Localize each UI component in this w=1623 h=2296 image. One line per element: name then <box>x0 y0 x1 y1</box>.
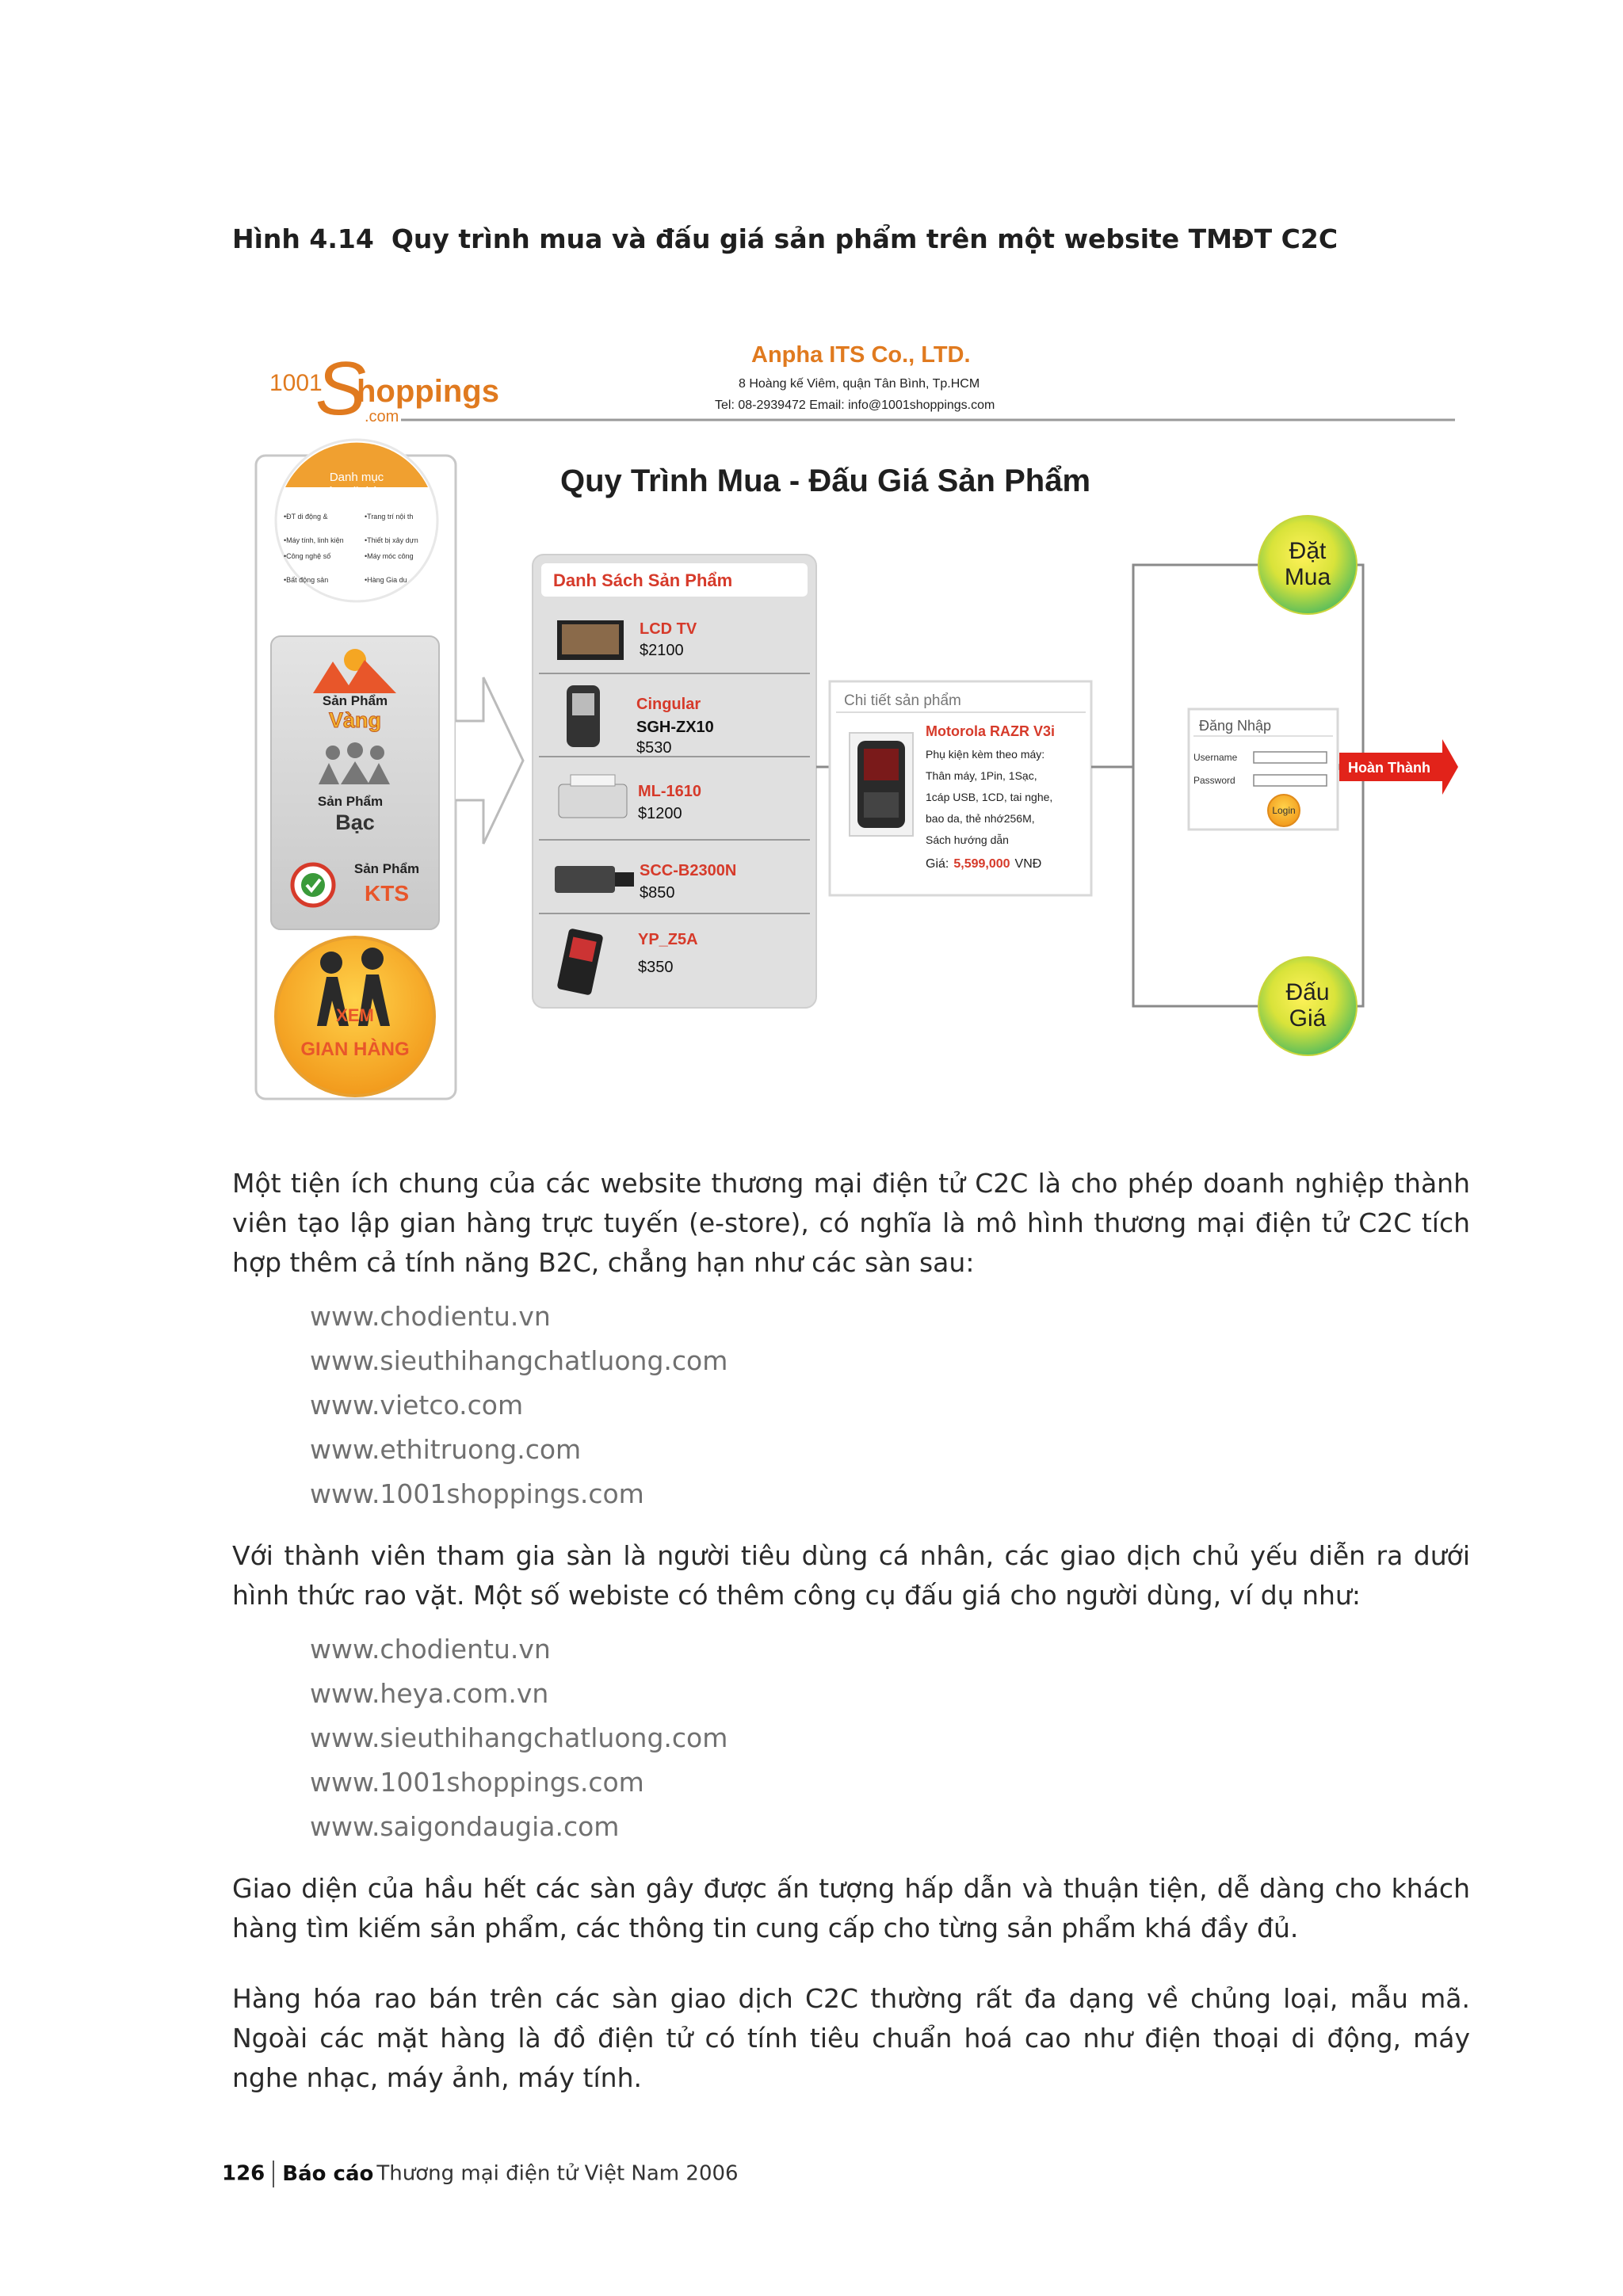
tv-icon <box>557 620 624 660</box>
password-input[interactable] <box>1254 775 1327 786</box>
site-link[interactable]: www.sieuthihangchatluong.com <box>310 1722 728 1753</box>
figure-title: Quy trình mua và đấu giá sản phẩm trên một website TMĐT C2C <box>391 223 1338 254</box>
category-item[interactable]: •Máy móc công <box>365 552 414 560</box>
site-link[interactable]: www.sieuthihangchatluong.com <box>310 1345 728 1376</box>
category-item[interactable]: •Công nghệ số <box>284 552 331 560</box>
product-price: $350 <box>638 959 674 976</box>
detail-title: Chi tiết sản phẩm <box>844 692 961 709</box>
detail-price: Giá: 5,599,000 VNĐ <box>926 857 1042 871</box>
product-list-title: Danh Sách Sản Phẩm <box>553 570 733 590</box>
kts-label-1[interactable]: Sản Phẩm <box>353 861 420 876</box>
username-input[interactable] <box>1254 752 1327 763</box>
site-link[interactable]: www.1001shoppings.com <box>310 1478 644 1509</box>
site-link[interactable]: www.heya.com.vn <box>310 1678 549 1709</box>
buy-label-1: Đặt <box>1289 538 1327 564</box>
product-model: SGH-ZX10 <box>636 719 714 736</box>
detail-line: 1cáp USB, 1CD, tai nghe, <box>926 791 1053 803</box>
footer-report-title: Thương mại điện tử Việt Nam 2006 <box>376 2161 739 2186</box>
site-link[interactable]: www.chodientu.vn <box>310 1634 551 1665</box>
detail-line: Sách hướng dẫn <box>926 833 1009 846</box>
logo-letter: S <box>315 346 367 431</box>
product-name[interactable]: YP_Z5A <box>638 931 698 948</box>
figure-number: Hình 4.14 <box>232 223 374 254</box>
page-footer <box>222 2161 739 2187</box>
phone-icon <box>567 685 600 747</box>
kts-label-2[interactable]: KTS <box>365 881 409 906</box>
category-item[interactable]: •Trang trí nội th <box>365 513 414 521</box>
password-label: Password <box>1193 775 1235 786</box>
site-link[interactable]: www.chodientu.vn <box>310 1301 551 1332</box>
product-name[interactable]: SCC-B2300N <box>640 862 737 879</box>
product-price: $850 <box>640 884 675 902</box>
motorola-phone-icon <box>857 741 905 828</box>
product-price: $2100 <box>640 642 684 659</box>
finish-label: Hoàn Thành <box>1348 760 1430 776</box>
process-figure <box>254 329 1458 1113</box>
site-link[interactable]: www.1001shoppings.com <box>310 1767 644 1798</box>
silver-label-1[interactable]: Sản Phẩm <box>317 794 384 809</box>
category-item[interactable]: •ĐT di động & <box>284 513 328 521</box>
logo-prefix: 1001 <box>269 370 323 396</box>
category-item[interactable]: •Thiết bị xây dựn <box>365 536 418 544</box>
category-item[interactable]: •Hàng Gia du <box>365 576 407 584</box>
paragraph-auction: Với thành viên tham gia sàn là người tiêu dùng cá nhân, các giao dịch chủ yếu diễn ra dưới hình thức rao vặt. Một số webiste có thêm công cụ đấu giá cho người dùng, ví dụ như: <box>232 1540 1470 1611</box>
buy-label-2: Mua <box>1284 564 1331 590</box>
gold-label-1[interactable]: Sản Phẩm <box>322 693 388 708</box>
store-label-1[interactable]: XEM <box>336 1005 374 1025</box>
company-name: Anpha ITS Co., LTD. <box>751 342 971 368</box>
logo-word: hoppings <box>357 374 499 409</box>
category-title-1: Danh mục <box>329 471 384 484</box>
site-link[interactable]: www.ethitruong.com <box>310 1434 582 1465</box>
paragraph-estore: Một tiện ích chung của các website thương mại điện tử C2C là cho phép doanh nghiệp thành viên tạo lập gian hàng trực tuyến (e-store), có nghĩa là mô hình thương mại điện tử C2C tích hợp thêm cả tính năng B2C, chẳng hạn như các sàn sau: <box>232 1168 1470 1278</box>
page-number: 126 <box>222 2161 265 2186</box>
category-item[interactable]: •Bất động sản <box>284 576 329 584</box>
detail-product-name: Motorola RAZR V3i <box>926 723 1056 739</box>
link-list-estore <box>310 1295 727 1516</box>
category-title-2: các mặt hàng <box>320 485 393 498</box>
shop-logo <box>269 346 499 431</box>
category-item[interactable]: •Máy tính, linh kiện <box>284 536 344 544</box>
detail-line: Phụ kiện kèm theo máy: <box>926 748 1045 761</box>
link-list-auction <box>310 1627 727 1849</box>
logo-domain: .com <box>365 408 399 425</box>
company-contact: Tel: 08-2939472 Email: info@1001shoppings.com <box>715 399 995 412</box>
flow-arrow-icon <box>456 677 523 844</box>
paragraph-goods: Hàng hóa rao bán trên các sàn giao dịch C2C thường rất đa dạng về chủng loại, mẫu mã. Ngoài các mặt hàng là đồ điện tử có tính tiêu chuẩn hoá cao như điện thoại di động, máy nghe nhạc, máy ảnh, máy tính. <box>232 1983 1470 2093</box>
gold-label-2[interactable]: Vàng <box>328 708 382 732</box>
store-label-2[interactable]: GIAN HÀNG <box>300 1039 410 1060</box>
footer-divider <box>273 2161 274 2187</box>
footer-report-bold: Báo cáo <box>282 2161 374 2186</box>
auction-label-2: Giá <box>1289 1005 1327 1032</box>
product-name[interactable]: ML-1610 <box>638 783 702 800</box>
product-price: $530 <box>636 739 672 757</box>
auction-label-1: Đấu <box>1285 979 1330 1005</box>
main-title: Quy Trình Mua - Đấu Giá Sản Phẩm <box>560 463 1091 498</box>
product-name[interactable]: Cingular <box>636 696 701 713</box>
login-title: Đăng Nhập <box>1199 718 1272 734</box>
detail-line: Thân máy, 1Pin, 1Sạc, <box>926 769 1037 782</box>
paragraph-interface: Giao diện của hầu hết các sàn gây được ấn tượng hấp dẫn và thuận tiện, dễ dàng cho khách hàng tìm kiếm sản phẩm, các thông tin cung cấp cho từng sản phẩm khá đầy đủ. <box>232 1873 1470 1943</box>
product-price: $1200 <box>638 805 682 822</box>
login-button-label: Login <box>1272 805 1296 816</box>
product-name[interactable]: LCD TV <box>640 620 697 638</box>
silver-label-2[interactable]: Bạc <box>335 810 375 834</box>
site-link[interactable]: www.saigondaugia.com <box>310 1811 620 1842</box>
company-address: 8 Hoàng kế Viêm, quận Tân Bình, Tp.HCM <box>739 377 980 391</box>
site-link[interactable]: www.vietco.com <box>310 1390 524 1421</box>
username-label: Username <box>1193 752 1238 763</box>
detail-line: bao da, thẻ nhớ256M, <box>926 812 1035 825</box>
figure-caption <box>232 223 1338 254</box>
kts-icon <box>292 864 334 906</box>
